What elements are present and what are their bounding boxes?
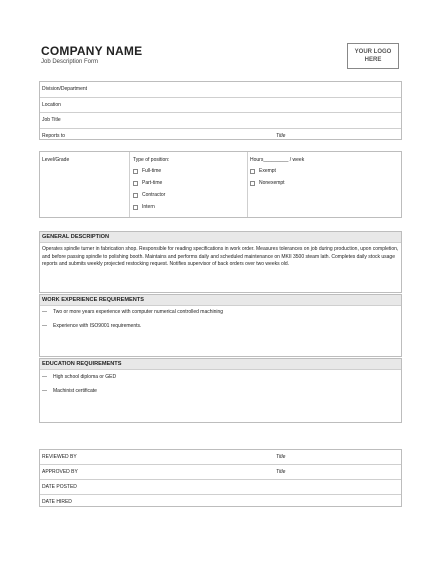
reviewed-by-title: Title [276, 454, 286, 460]
logo-line2: HERE [364, 57, 382, 63]
level-grade-label: Level/Grade [42, 157, 70, 163]
position-table [39, 151, 402, 218]
experience-item-text: Two or more years experience with computer numerical controlled machining [53, 309, 224, 315]
education-heading: EDUCATION REQUIREMENTS [40, 359, 401, 370]
education-item-text: High school diploma or GED [53, 374, 117, 380]
bullet-dash: — [42, 323, 47, 329]
work-experience-heading: WORK EXPERIENCE REQUIREMENTS [40, 295, 401, 306]
bullet-dash: — [42, 309, 47, 315]
reports-to-title: Title [276, 132, 286, 139]
type-of-position-label: Type of position: [133, 157, 170, 163]
general-description-section [39, 231, 402, 293]
hours-column [247, 152, 401, 217]
signoff-row-date-posted[interactable] [40, 480, 401, 495]
type-option-intern[interactable] [133, 204, 155, 210]
contractor-checkbox[interactable] [133, 193, 138, 198]
location-label: Location [42, 101, 61, 108]
info-table [39, 81, 402, 140]
info-row-division[interactable] [40, 82, 401, 98]
job-title-label: Job Title [42, 117, 61, 123]
info-row-job-title[interactable] [40, 113, 401, 129]
part-time-label: Part-time [142, 180, 163, 186]
reviewed-by-label: REVIEWED BY [42, 454, 77, 460]
general-description-text[interactable]: Operates spindle turner in fabrication shop. Responsible for reading specifications in work order. Measures tolerances on job during production, upon completion, and before passing spindle to polishing booth. Maintains and performs daily and scheduled maintenance on MKII 3500 steam lath. Completes daily stock usage reports and submits weekly projected restocking request. Notifies supervisor of back orders over two weeks old. [42, 246, 399, 267]
experience-item[interactable] [42, 323, 141, 329]
nonexempt-checkbox[interactable] [250, 181, 255, 186]
work-experience-section [39, 294, 402, 357]
education-section [39, 358, 402, 423]
type-option-full-time[interactable] [133, 168, 161, 174]
signoff-row-date-hired[interactable] [40, 495, 401, 509]
exempt-label: Exempt [259, 168, 276, 174]
form-subtitle: Job Description Form [41, 59, 99, 65]
date-posted-label: DATE POSTED [42, 484, 77, 490]
logo-line1: YOUR LOGO [354, 49, 392, 55]
bullet-dash: — [42, 374, 47, 380]
info-row-reports-to[interactable] [40, 129, 401, 144]
nonexempt-label: Nonexempt [259, 180, 285, 186]
signoff-row-reviewed[interactable] [40, 450, 401, 465]
general-description-heading: GENERAL DESCRIPTION [40, 232, 401, 243]
logo-placeholder [347, 43, 399, 69]
full-time-checkbox[interactable] [133, 169, 138, 174]
exempt-option[interactable] [250, 168, 276, 174]
intern-label: Intern [142, 204, 155, 210]
approved-by-title: Title [276, 469, 286, 475]
signoff-row-approved[interactable] [40, 465, 401, 480]
education-item[interactable] [42, 388, 97, 394]
part-time-checkbox[interactable] [133, 181, 138, 186]
company-name: COMPANY NAME [41, 44, 143, 58]
contractor-label: Contractor [142, 192, 166, 198]
exempt-checkbox[interactable] [250, 169, 255, 174]
education-item[interactable] [42, 374, 116, 380]
type-option-contractor[interactable] [133, 192, 165, 198]
intern-checkbox[interactable] [133, 205, 138, 210]
level-column [40, 152, 130, 217]
full-time-label: Full-time [142, 168, 162, 174]
type-option-part-time[interactable] [133, 180, 162, 186]
division-label: Division/Department [42, 86, 88, 92]
hours-per-week-field[interactable]: Hours_________ / week [250, 157, 305, 163]
date-hired-label: DATE HIRED [42, 499, 72, 505]
info-row-location[interactable] [40, 98, 401, 114]
bullet-dash: — [42, 388, 47, 394]
experience-item[interactable] [42, 309, 223, 315]
type-column [129, 152, 248, 217]
nonexempt-option[interactable] [250, 180, 285, 186]
reports-to-label: Reports to [42, 132, 66, 139]
approved-by-label: APPROVED BY [42, 469, 78, 475]
experience-item-text: Experience with ISO9001 requirements. [53, 323, 142, 329]
signoff-table [39, 449, 402, 507]
education-item-text: Machinist certificate [53, 388, 97, 394]
